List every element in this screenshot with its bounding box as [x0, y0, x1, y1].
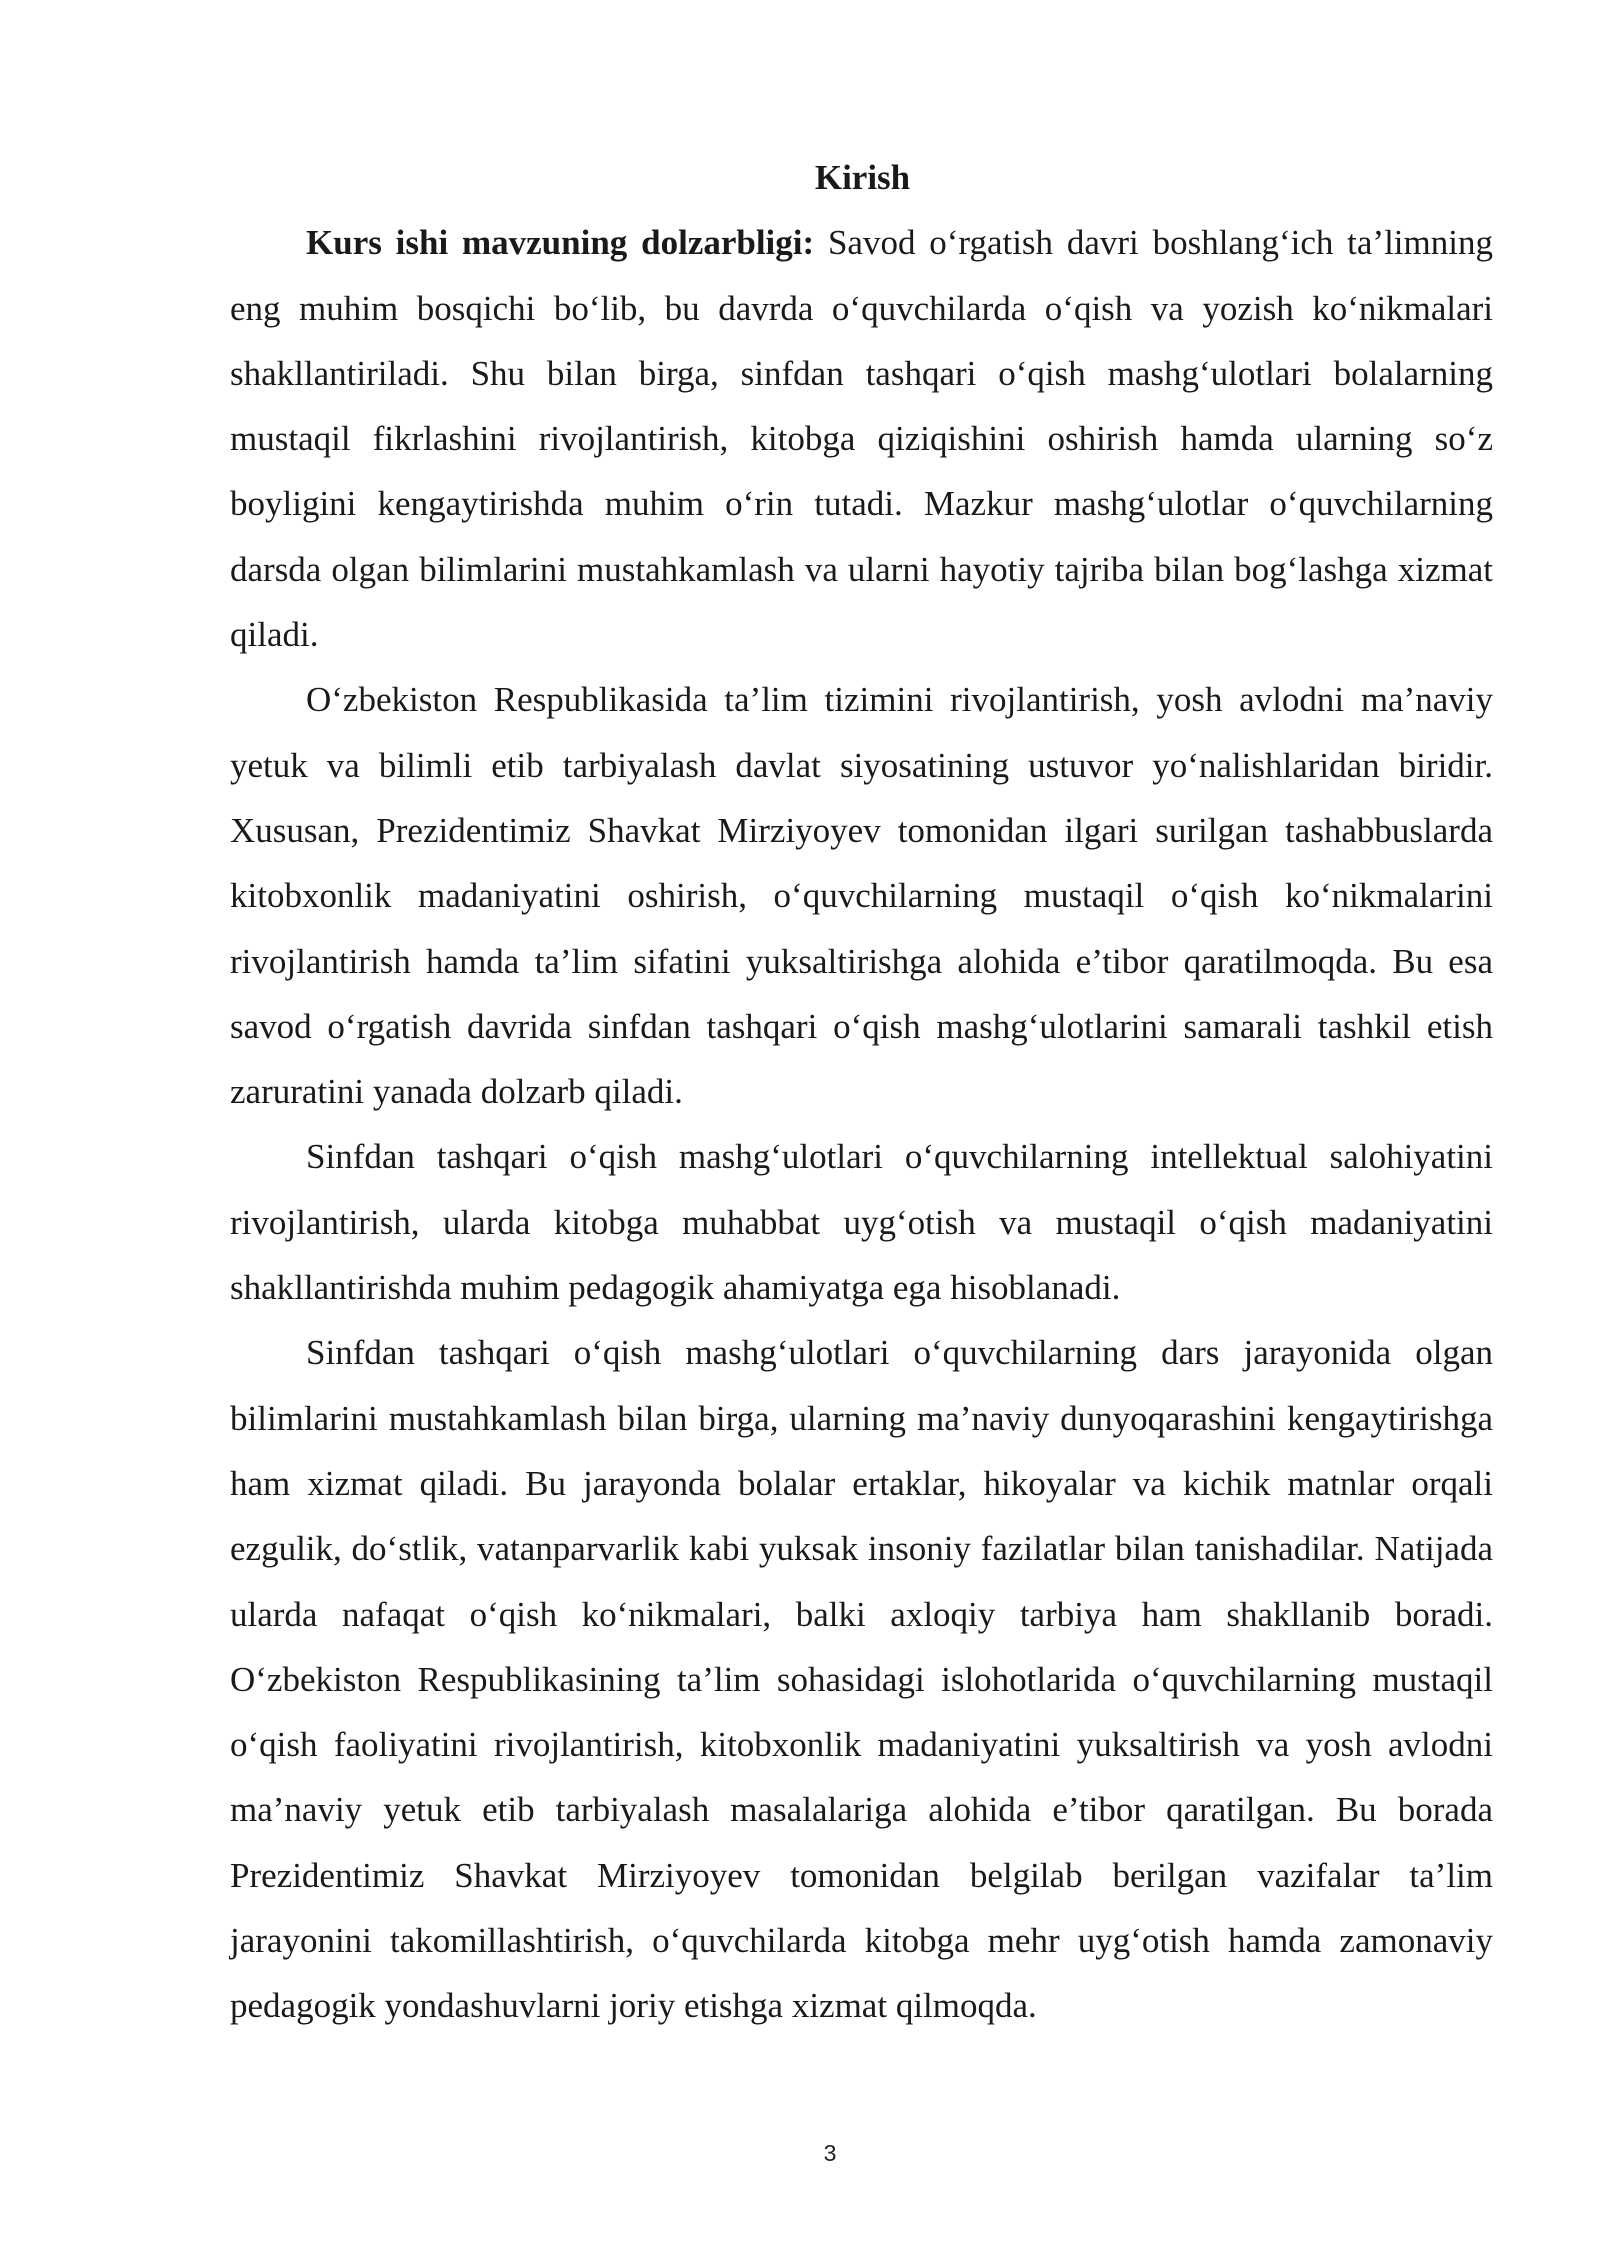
paragraph-education-policy: O‘zbekiston Respublikasida ta’lim tizimini rivojlantirish, yosh avlodni ma’naviy yetuk va bilimli etib tarbiyalash davlat siyosatining ustuvor yo‘nalishlaridan biridir. Xususan, Prezidentimiz Shavkat Mirziyoyev tomonidan ilgari surilgan tashabbuslarda kitobxonlik madaniyatini oshirish, o‘quvchilarning mustaqil o‘qish ko‘nikmalarini rivojlantirish hamda ta’lim sifatini yuksaltirishga alohida e’tibor qaratilmoqda. Bu esa savod o‘rgatish davrida sinfdan tashqari o‘qish mashg‘ulotlarini samarali tashkil etish zaruratini yanada dolzarb qiladi. — [230, 680, 1493, 1112]
paragraph-relevance — [230, 210, 1493, 667]
paragraph-extracurricular-reading: Sinfdan tashqari o‘qish mashg‘ulotlari o‘quvchilarning intellektual salohiyatini rivojlantirish, ularda kitobga muhabbat uyg‘otish va mustaqil o‘qish madaniyatini shakllantirishda muhim pedagogik ahamiyatga ega hisoblanadi. — [230, 1137, 1493, 1308]
page-number: 3 — [823, 2140, 837, 2166]
paragraph-text: Savod o‘rgatish davri boshlang‘ich ta’limning eng muhim bosqichi bo‘lib, bu davrda o‘quvchilarda o‘qish va yozish ko‘nikmalari shakllantiriladi. Shu bilan birga, sinfdan tashqari o‘qish mashg‘ulotlari bolalarning mustaqil fikrlashini rivojlantirish, kitobga qiziqishini oshirish hamda ularning so‘z boyligini kengaytirishda muhim o‘rin tutadi. Mazkur mashg‘ulotlar o‘quvchilarning darsda olgan bilimlarini mustahkamlash va ularni hayotiy tajriba bilan bog‘lashga xizmat qiladi. — [230, 223, 1493, 655]
paragraph-lead: Kurs ishi mavzuning dolzarbligi: — [306, 223, 815, 263]
paragraph-spiritual-outlook: Sinfdan tashqari o‘qish mashg‘ulotlari o‘quvchilarning dars jarayonida olgan bilimlarini mustahkamlash bilan birga, ularning ma’naviy dunyoqarashini kengaytirishga ham xizmat qiladi. Bu jarayonda bolalar ertaklar, hikoyalar va kichik matnlar orqali ezgulik, do‘stlik, vatanparvarlik kabi yuksak insoniy fazilatlar bilan tanishadilar. Natijada ularda nafaqat o‘qish ko‘nikmalari, balki axloqiy tarbiya ham shakllanib boradi. O‘zbekiston Respublikasining ta’lim sohasidagi islohotlarida o‘quvchilarning mustaqil o‘qish faoliyatini rivojlantirish, kitobxonlik madaniyatini yuksaltirish va yosh avlodni ma’naviy yetuk etib tarbiyalash masalalariga alohida e’tibor qaratilgan. Bu borada Prezidentimiz Shavkat Mirziyoyev tomonidan belgilab berilgan vazifalar ta’lim jarayonini takomillashtirish, o‘quvchilarda kitobga mehr uyg‘otish hamda zamonaviy pedagogik yondashuvlarni joriy etishga xizmat qilmoqda. — [230, 1333, 1493, 2026]
section-title: Kirish — [814, 158, 911, 197]
page-content — [230, 145, 1493, 2039]
